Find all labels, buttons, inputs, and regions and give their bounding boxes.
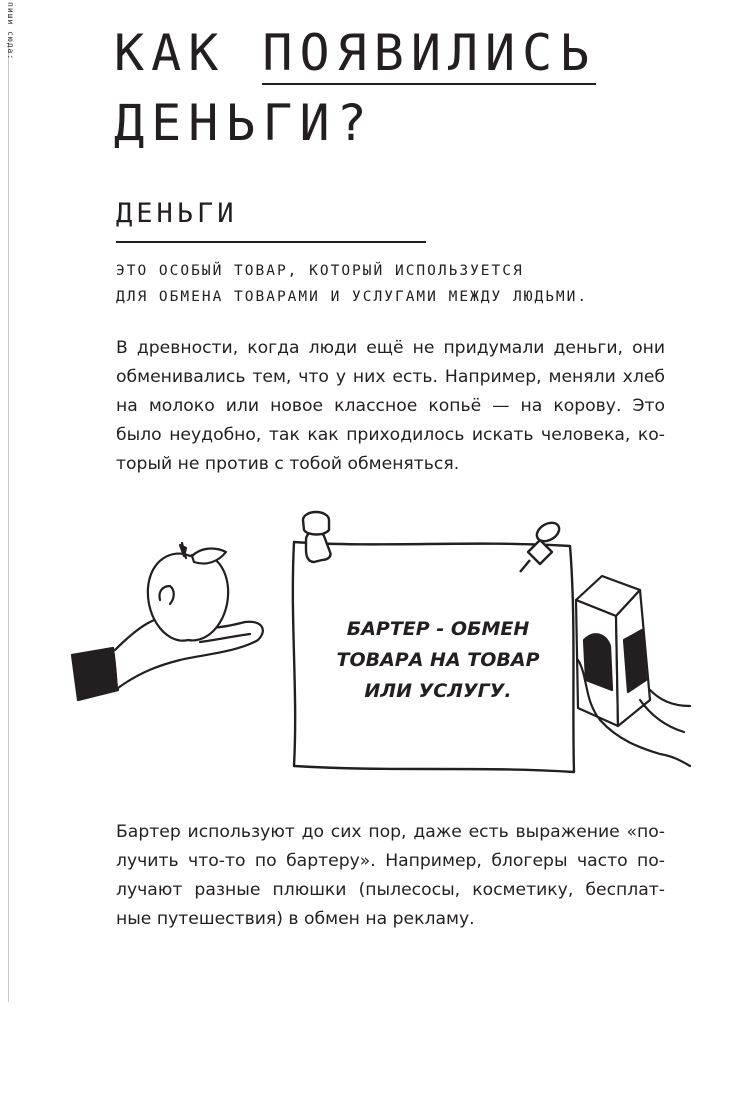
paragraph-2-line: Бартер используют до сих пор, даже есть выражение «по- <box>116 822 665 842</box>
sign-line-2: ТОВАРА НА ТОВАР <box>336 649 540 671</box>
sign-line-1: БАРТЕР - ОБМЕН <box>346 618 530 640</box>
title-line-2: ДЕНЬГИ? <box>114 94 374 152</box>
sleeve-cuff <box>72 648 118 700</box>
paragraph-1-line: на молоко или новое классное копьё — на корову. Это <box>116 396 665 416</box>
sign-line-3: ИЛИ УСЛУГУ. <box>364 680 512 702</box>
hand-with-apple-icon <box>72 543 263 700</box>
paragraph-1-line: обменивались тем, что у них есть. Например, меняли хлеб <box>116 367 665 387</box>
paragraph-2 <box>116 818 665 934</box>
paragraph-1-line: В древности, когда люди ещё не придумали деньги, они <box>116 338 665 358</box>
paragraph-1-line: торый не против с тобой обменяться. <box>116 454 460 474</box>
title-line-1 <box>114 18 674 88</box>
page-title <box>114 18 674 158</box>
term-definition <box>116 258 676 310</box>
definition-line-1: ЭТО ОСОБЫЙ ТОВАР, КОТОРЫЙ ИСПОЛЬЗУЕТСЯ <box>116 263 524 279</box>
sign-text <box>296 614 580 707</box>
term-heading: ДЕНЬГИ <box>116 198 238 229</box>
paragraph-1-line: было неудобно, так как приходилось искать человека, ко- <box>116 425 665 445</box>
title-word-poyavilis: ПОЯВИЛИСЬ <box>262 23 596 85</box>
paragraph-2-line: ные путешествия) в обмен на рекламу. <box>116 909 475 929</box>
notes-margin-label: пиши сюда: <box>6 2 15 61</box>
hand-with-milk-carton-icon <box>576 576 690 766</box>
definition-line-2: ДЛЯ ОБМЕНА ТОВАРАМИ И УСЛУГАМИ МЕЖДУ ЛЮДЬМИ. <box>116 289 589 305</box>
paragraph-2-line: лучить что-то по бартеру». Например, блогеры часто по- <box>116 851 665 871</box>
push-pin-left-icon <box>303 512 331 562</box>
term-underline <box>116 241 426 243</box>
paragraph-2-line: лучают разные плюшки (пылесосы, косметику, бесплат- <box>116 880 665 900</box>
paragraph-1 <box>116 334 665 479</box>
title-word-kak: КАК <box>114 24 226 82</box>
